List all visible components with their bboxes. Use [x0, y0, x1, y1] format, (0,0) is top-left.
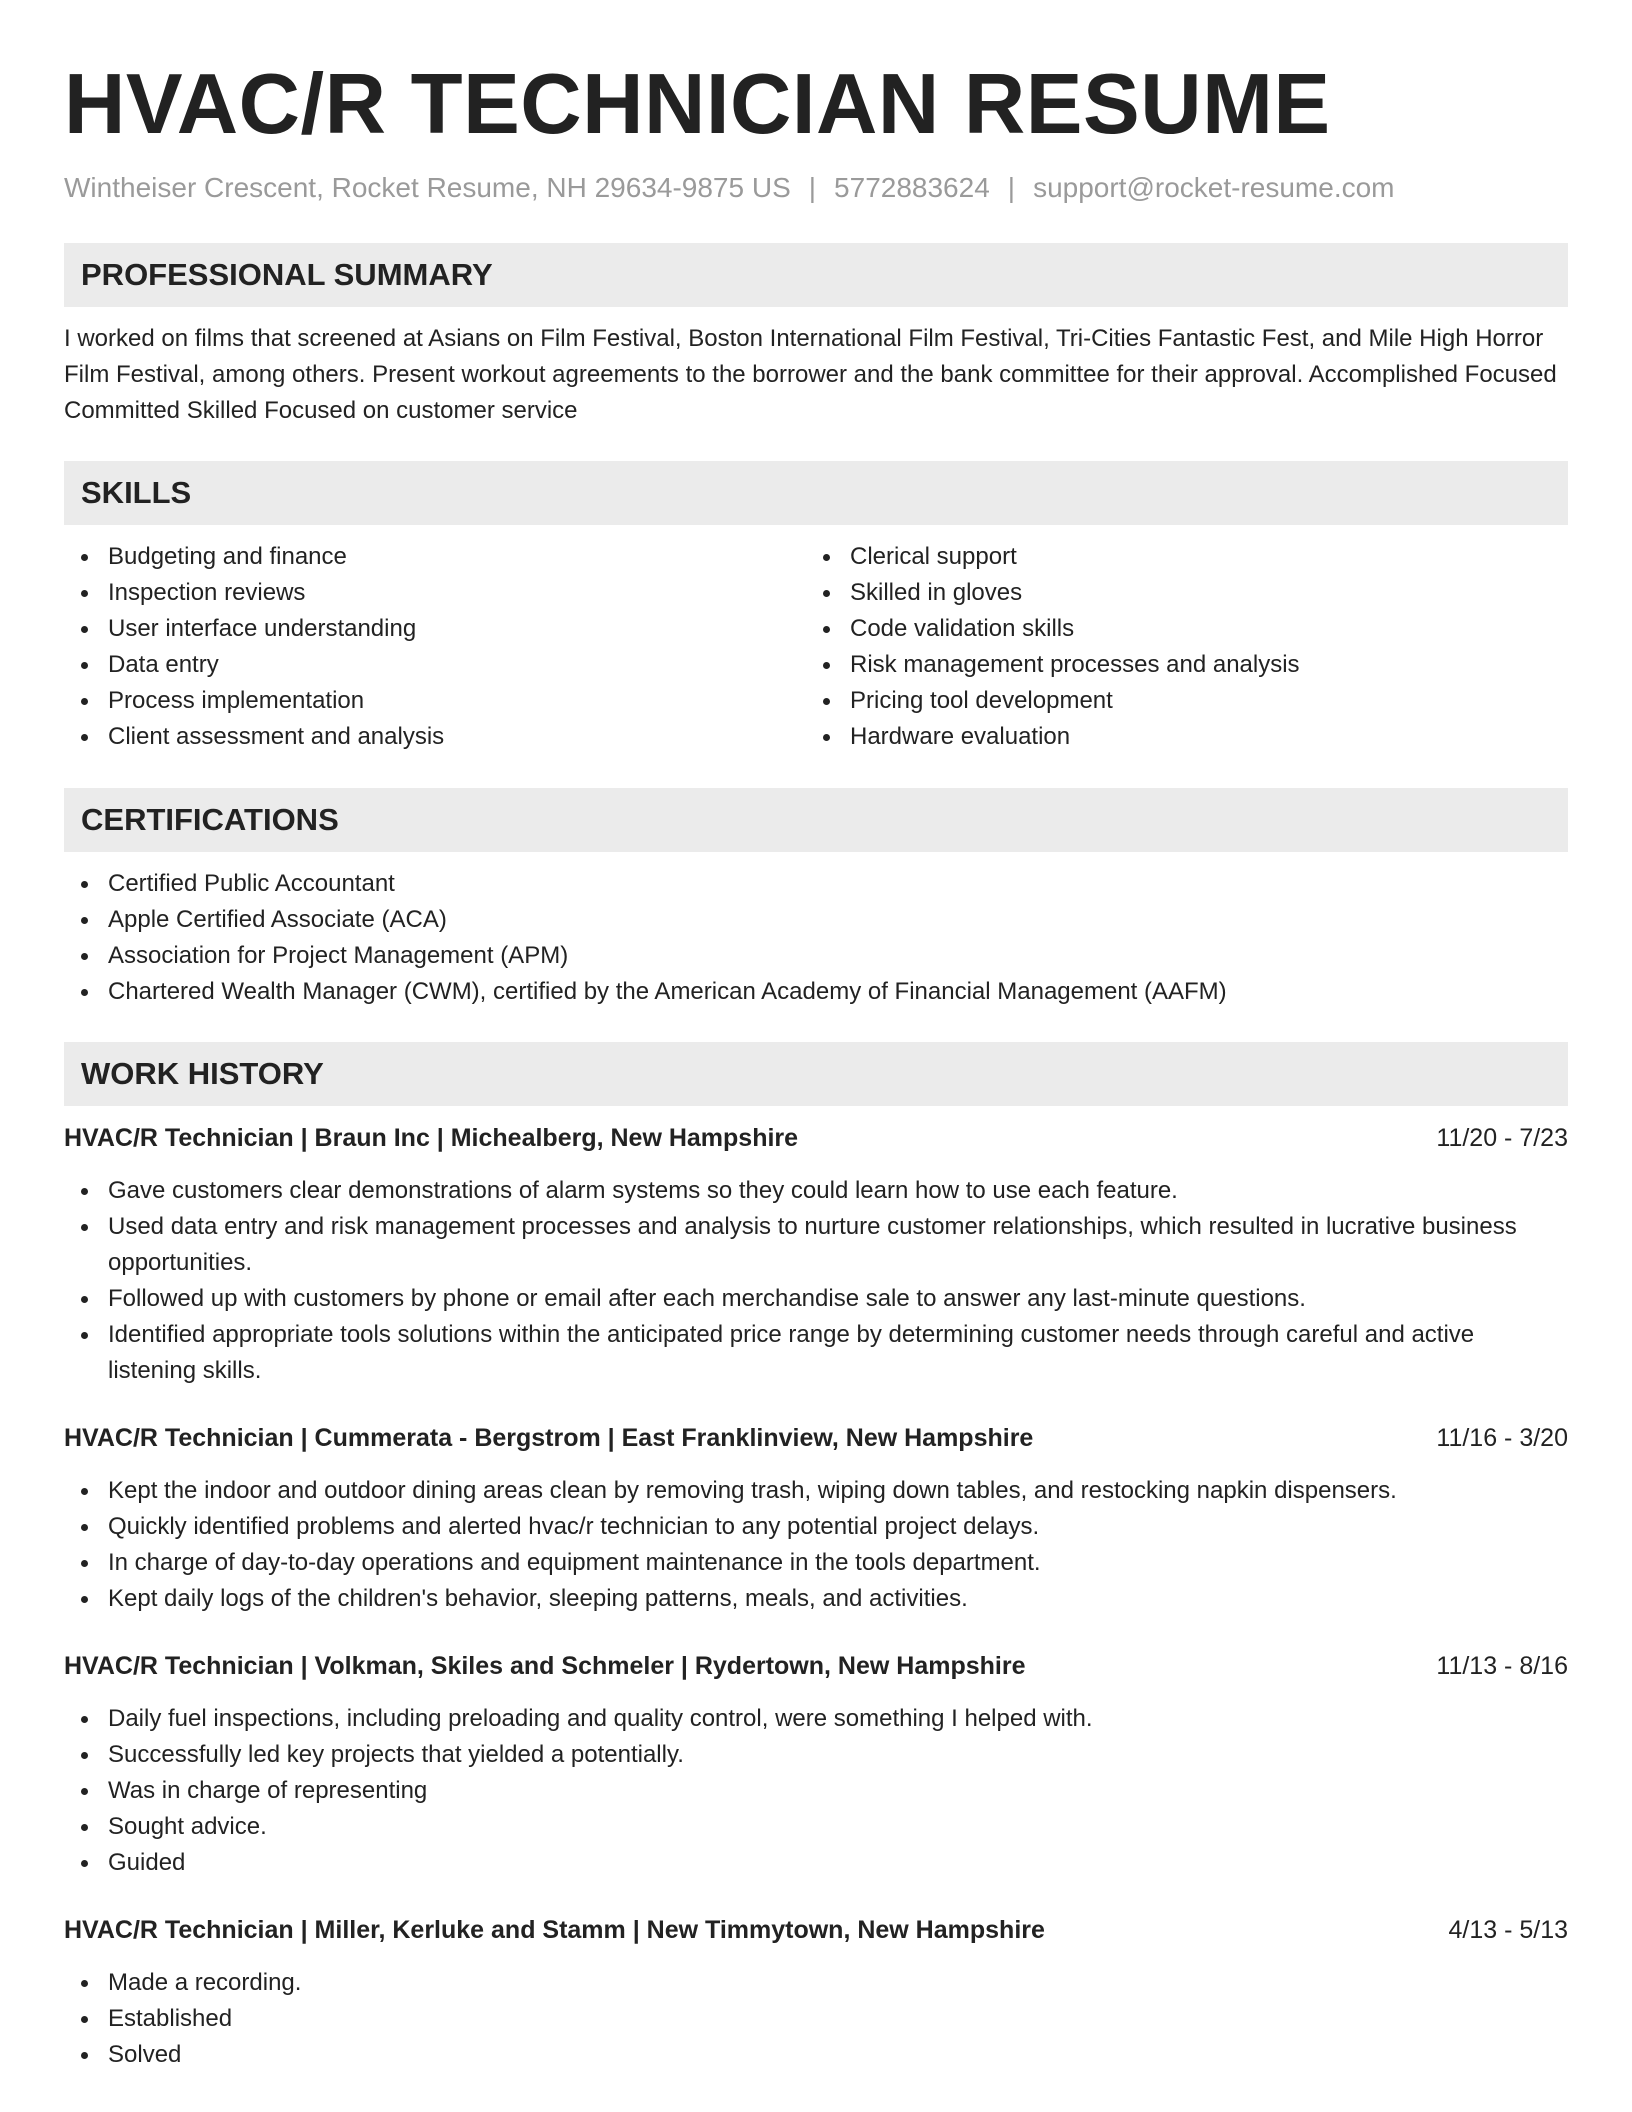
job-title: HVAC/R Technician | Miller, Kerluke and Stamm | New Timmytown, New Hampshire	[64, 1915, 1045, 1944]
job-header	[64, 1420, 1568, 1456]
job-bullet: Used data entry and risk management processes and analysis to nurture customer relationships, which resulted in lucrative business opportunities.	[64, 1209, 1568, 1281]
summary-text: I worked on films that screened at Asians on Film Festival, Boston International Film Festival, Tri-Cities Fantastic Fest, and Mile High Horror Film Festival, among others. Present workout agreements to the borrower and the bank committee for their approval. Accomplished Focused Committed Skilled Focused on customer service	[64, 324, 1557, 424]
job-entry	[64, 1120, 1568, 1389]
job-bullet: Established	[64, 2001, 1568, 2037]
job-bullet: Was in charge of representing	[64, 1773, 1568, 1809]
job-header	[64, 1912, 1568, 1948]
skill-item: User interface understanding	[64, 611, 806, 647]
job-bullet: Gave customers clear demonstrations of alarm systems so they could learn how to use each feature.	[64, 1173, 1568, 1209]
job-header	[64, 1120, 1568, 1156]
skill-item: Pricing tool development	[806, 683, 1548, 719]
job-entry	[64, 1648, 1568, 1881]
job-title: HVAC/R Technician | Braun Inc | Michealberg, New Hampshire	[64, 1123, 799, 1152]
job-bullet: Kept the indoor and outdoor dining areas clean by removing trash, wiping down tables, and restocking napkin dispensers.	[64, 1473, 1568, 1509]
job-bullet: In charge of day-to-day operations and equipment maintenance in the tools department.	[64, 1545, 1568, 1581]
section-header-work-history: WORK HISTORY	[64, 1042, 1568, 1106]
skill-item: Data entry	[64, 647, 806, 683]
certification-item: Association for Project Management (APM)	[64, 938, 1568, 974]
job-entry	[64, 1420, 1568, 1617]
contact-line	[64, 170, 1568, 206]
job-title: HVAC/R Technician | Cummerata - Bergstrom | East Franklinview, New Hampshire	[64, 1423, 1034, 1452]
job-dates: 11/13 - 8/16	[1436, 1651, 1568, 1680]
skill-item: Risk management processes and analysis	[806, 647, 1548, 683]
job-bullet: Quickly identified problems and alerted hvac/r technician to any potential project delays.	[64, 1509, 1568, 1545]
job-dates: 11/20 - 7/23	[1436, 1123, 1568, 1152]
job-bullet: Solved	[64, 2037, 1568, 2073]
job-bullet: Identified appropriate tools solutions within the anticipated price range by determining customer needs through careful and active listening skills.	[64, 1317, 1568, 1389]
job-bullets	[64, 1701, 1568, 1881]
job-bullets	[64, 1173, 1568, 1389]
skills-list-left	[64, 539, 806, 755]
certification-item: Certified Public Accountant	[64, 866, 1568, 902]
contact-separator: |	[1007, 171, 1016, 203]
section-header-certifications: CERTIFICATIONS	[64, 788, 1568, 852]
job-entry	[64, 1912, 1568, 2073]
contact-separator: |	[808, 171, 817, 203]
skill-item: Hardware evaluation	[806, 719, 1548, 755]
skills-list-right	[806, 539, 1548, 755]
contact-phone: 5772883624	[834, 171, 990, 203]
skill-item: Process implementation	[64, 683, 806, 719]
skill-item: Client assessment and analysis	[64, 719, 806, 755]
resume-title: HVAC/R TECHNICIAN RESUME	[64, 57, 1331, 152]
skill-item: Clerical support	[806, 539, 1548, 575]
job-header	[64, 1648, 1568, 1684]
job-bullets	[64, 1965, 1568, 2073]
skill-item: Inspection reviews	[64, 575, 806, 611]
job-dates: 11/16 - 3/20	[1436, 1423, 1568, 1452]
job-bullets	[64, 1473, 1568, 1617]
certification-item: Chartered Wealth Manager (CWM), certified by the American Academy of Financial Management (AAFM)	[64, 974, 1568, 1010]
job-bullet: Daily fuel inspections, including preloading and quality control, were something I helped with.	[64, 1701, 1568, 1737]
certifications-list	[64, 866, 1568, 1010]
job-bullet: Sought advice.	[64, 1809, 1568, 1845]
section-header-skills: SKILLS	[64, 461, 1568, 525]
certification-item: Apple Certified Associate (ACA)	[64, 902, 1568, 938]
job-bullet: Followed up with customers by phone or email after each merchandise sale to answer any last-minute questions.	[64, 1281, 1568, 1317]
skill-item: Code validation skills	[806, 611, 1548, 647]
job-dates: 4/13 - 5/13	[1448, 1915, 1568, 1944]
contact-email: support@rocket-resume.com	[1033, 171, 1395, 203]
job-bullet: Successfully led key projects that yielded a potentially.	[64, 1737, 1568, 1773]
section-header-summary: PROFESSIONAL SUMMARY	[64, 243, 1568, 307]
job-bullet: Kept daily logs of the children's behavior, sleeping patterns, meals, and activities.	[64, 1581, 1568, 1617]
skills-grid	[64, 539, 1568, 755]
skill-item: Skilled in gloves	[806, 575, 1548, 611]
contact-address: Wintheiser Crescent, Rocket Resume, NH 29634-9875 US	[64, 171, 791, 203]
job-bullet: Made a recording.	[64, 1965, 1568, 2001]
job-bullet: Guided	[64, 1845, 1568, 1881]
job-title: HVAC/R Technician | Volkman, Skiles and Schmeler | Rydertown, New Hampshire	[64, 1651, 1026, 1680]
skill-item: Budgeting and finance	[64, 539, 806, 575]
